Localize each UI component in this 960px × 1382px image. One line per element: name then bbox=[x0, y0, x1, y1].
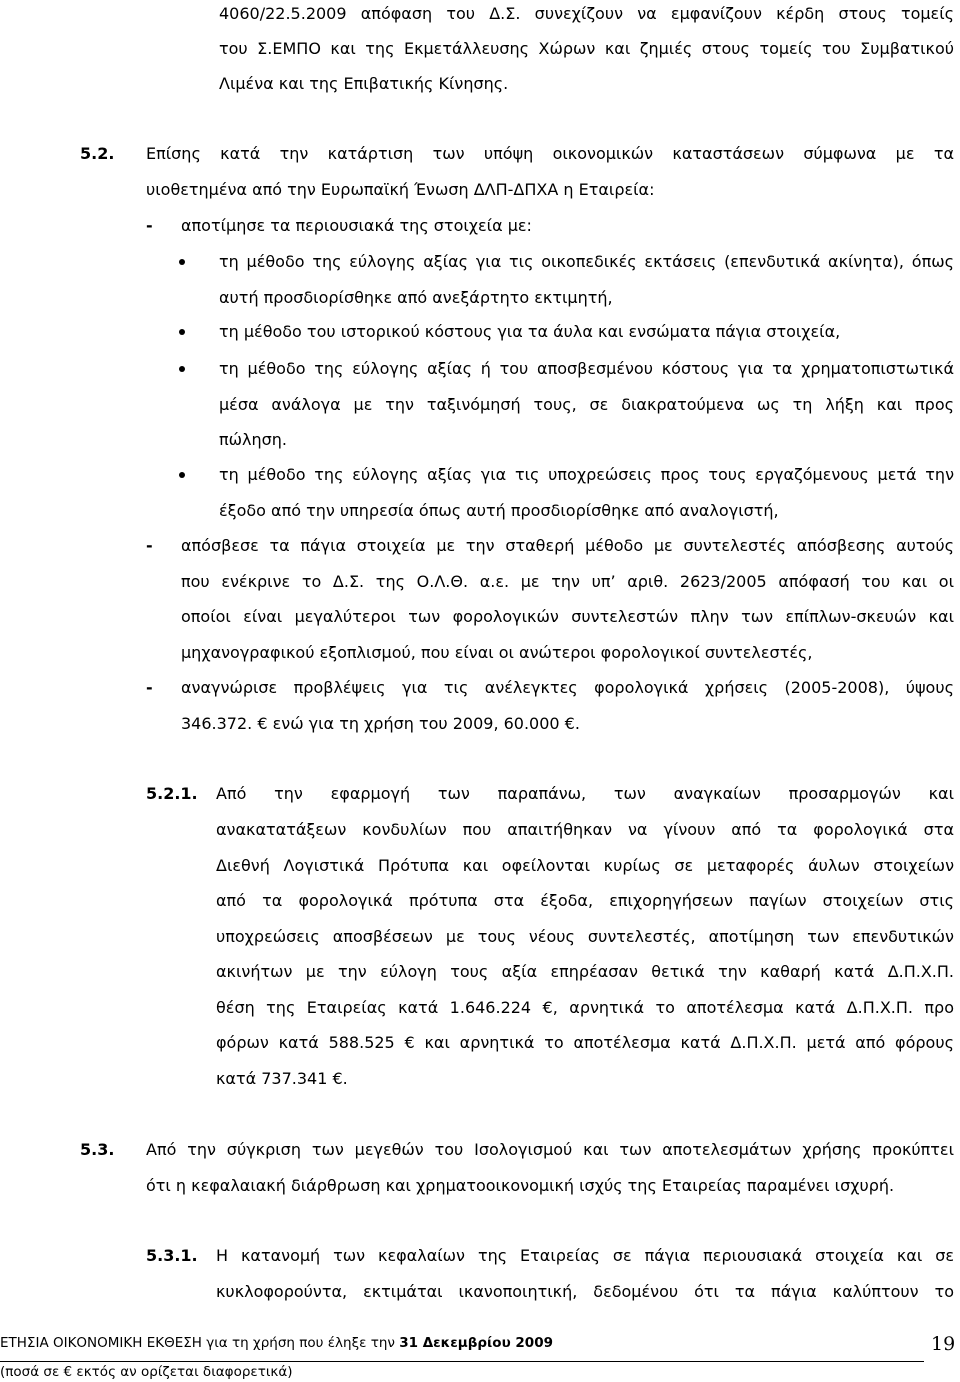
text-line: τη μέθοδο της εύλογης αξίας για τις οικοπεδικές εκτάσεις (επενδυτικά ακίνητα), όπως bbox=[219, 252, 954, 271]
text-line: μηχανογραφικού εξοπλισμού, που είναι οι ανώτεροι φορολογικοί συντελεστές, bbox=[181, 643, 813, 662]
text-line: θέση της Εταιρείας κατά 1.646.224 €, αρνητικά το αποτέλεσμα κατά Δ.Π.Χ.Π. προ bbox=[216, 998, 954, 1017]
text-line: Η κατανομή των κεφαλαίων της Εταιρείας σε πάγια περιουσιακά στοιχεία και σε bbox=[216, 1246, 954, 1265]
text-line: Από την εφαρμογή των παραπάνω, των αναγκαίων προσαρμογών και bbox=[216, 784, 954, 803]
text-line: τη μέθοδο της εύλογης αξίας για τις υποχρεώσεις προς τους εργαζόμενους μετά την bbox=[219, 465, 954, 484]
section-number: 5.3. bbox=[80, 1140, 115, 1159]
text-line: κατά 737.341 €. bbox=[216, 1069, 348, 1088]
section-number: 5.2. bbox=[80, 144, 115, 163]
text-line: από τα φορολογικά πρότυπα στα έξοδα, επιχορηγήσεων παγίων στοιχείων στις bbox=[216, 891, 954, 910]
text-line: οποίοι είναι μεγαλύτεροι των φορολογικών συντελεστών πλην των επίπλων-σκευών και bbox=[181, 607, 954, 626]
text-line: μέσα ανάλογα με την ταξινόμησή τους, σε διακρατούμενα ως τη λήξη και προς bbox=[219, 395, 954, 414]
text-line: πώληση. bbox=[219, 430, 288, 449]
text-line: αναγνώρισε προβλέψεις για τις ανέλεγκτες φορολογικά χρήσεις (2005-2008), ύψους bbox=[181, 678, 954, 697]
bullet-dot bbox=[179, 366, 185, 372]
footer-title-date: 31 Δεκεμβρίου 2009 bbox=[399, 1335, 553, 1351]
text-line: Διεθνή Λογιστικά Πρότυπα και οφείλονται κυρίως σε μεταφορές άυλων στοιχείων bbox=[216, 856, 954, 875]
text-line: υποχρεώσεις αποσβέσεων με τους νέους συντελεστές, αποτίμηση των επενδυτικών bbox=[216, 927, 954, 946]
text-line: αποτίμησε τα περιουσιακά της στοιχεία με: bbox=[181, 216, 532, 235]
text-line: απόσβεσε τα πάγια στοιχεία με την σταθερή μέθοδο με συντελεστές απόσβεσης αυτούς bbox=[181, 536, 954, 555]
bullet-dot bbox=[179, 259, 185, 265]
text-line: κυκλοφορούντα, εκτιμάται ικανοποιητική, δεδομένου ότι τα πάγια καλύπτουν το bbox=[216, 1282, 954, 1301]
section-number: 5.3.1. bbox=[146, 1246, 198, 1265]
section-number: 5.2.1. bbox=[146, 784, 198, 803]
text-line: τη μέθοδο του ιστορικού κόστους για τα άυλα και ενσώματα πάγια στοιχεία, bbox=[219, 322, 841, 341]
text-line: έξοδο από την υπηρεσία όπως αυτή προσδιορίσθηκε από αναλογιστή, bbox=[219, 501, 779, 520]
text-line: Επίσης κατά την κατάρτιση των υπόψη οικονομικών καταστάσεων σύμφωνα με τα bbox=[146, 144, 954, 163]
text-line: τη μέθοδο της εύλογης αξίας ή του αποσβεσμένου κόστους για τα χρηματοπιστωτικά bbox=[219, 359, 954, 378]
text-line: 4060/22.5.2009 απόφαση του Δ.Σ. συνεχίζουν να εμφανίζουν κέρδη στους τομείς bbox=[219, 4, 954, 23]
text-line: που ενέκρινε το Δ.Σ. της Ο.Λ.Θ. α.ε. με την υπ’ αριθ. 2623/2005 απόφασή του και οι bbox=[181, 572, 954, 591]
text-line: ανακατατάξεων κονδυλίων που απαιτήθηκαν να γίνουν από τα φορολογικά στα bbox=[216, 820, 954, 839]
text-line: του Σ.ΕΜΠΟ και της Εκμετάλλευσης Χώρων και ζημιές στους τομείς του Συμβατικού bbox=[219, 39, 954, 58]
text-line: 346.372. € ενώ για τη χρήση του 2009, 60.000 €. bbox=[181, 714, 580, 733]
dash-marker: - bbox=[146, 536, 153, 555]
text-line: φόρων κατά 588.525 € και αρνητικά το αποτέλεσμα κατά Δ.Π.Χ.Π. μετά από φόρους bbox=[216, 1033, 954, 1052]
text-line: αυτή προσδιορίσθηκε από ανεξάρτητο εκτιμητή, bbox=[219, 288, 613, 307]
bullet-dot bbox=[179, 472, 185, 478]
footer-title-text: ΕΤΗΣΙΑ ΟΙΚΟΝΟΜΙΚΗ ΕΚΘΕΣΗ για τη χρήση που έληξε την bbox=[0, 1335, 400, 1351]
text-line: Λιμένα και της Επιβατικής Κίνησης. bbox=[219, 74, 509, 93]
text-line: Από την σύγκριση των μεγεθών του Ισολογισμού και των αποτελεσμάτων χρήσης προκύπτει bbox=[146, 1140, 954, 1159]
page-number: 19 bbox=[931, 1333, 956, 1355]
dash-marker: - bbox=[146, 216, 153, 235]
dash-marker: - bbox=[146, 678, 153, 697]
footer-note: (ποσά σε € εκτός αν ορίζεται διαφορετικά) bbox=[0, 1364, 293, 1380]
footer-title bbox=[0, 1333, 553, 1353]
bullet-dot bbox=[179, 329, 185, 335]
text-line: ακινήτων με την εύλογη τους αξία επηρέασαν θετικά την καθαρή κατά Δ.Π.Χ.Π. bbox=[216, 962, 954, 981]
text-line: ότι η κεφαλαιακή διάρθρωση και χρηματοοικονομική ισχύς της Εταιρείας παραμένει ισχυρή. bbox=[146, 1176, 895, 1195]
text-line: υιοθετημένα από την Ευρωπαϊκή Ένωση ΔΛΠ-ΔΠΧΑ η Εταιρεία: bbox=[146, 180, 655, 199]
